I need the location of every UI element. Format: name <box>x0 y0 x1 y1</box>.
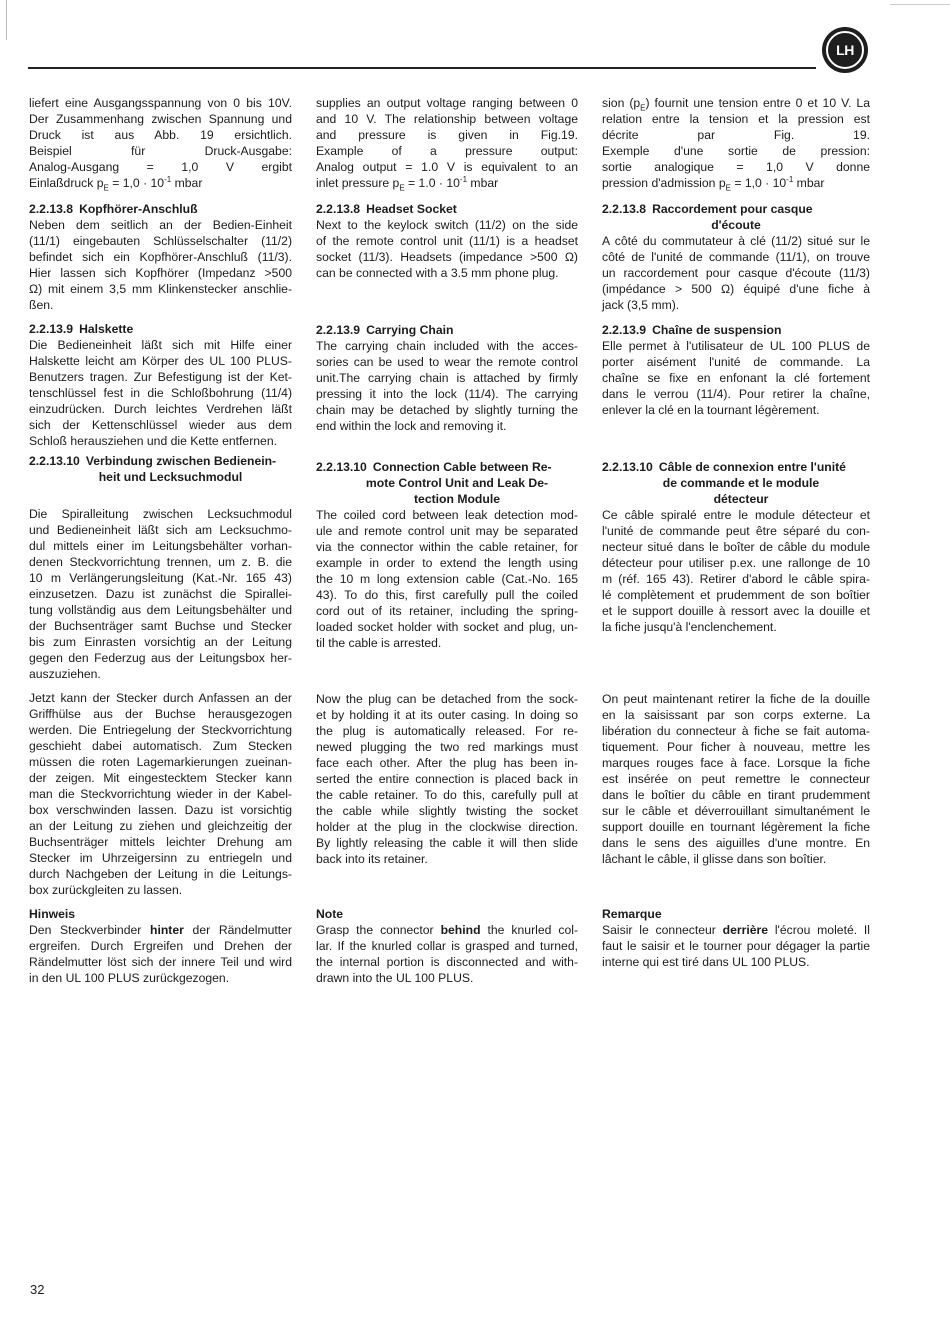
paragraph <box>316 691 578 867</box>
section-heading <box>602 322 870 338</box>
text-line: Analog-Ausgang = 1,0 V ergibt <box>29 160 292 174</box>
section-heading <box>602 201 870 233</box>
text-line: the internal portion is disconnected and with- <box>316 955 578 969</box>
heading-line <box>316 322 578 338</box>
text-line: Den Steckverbinder hinter der Rändelmutter <box>29 923 292 937</box>
text-line: supplies an output voltage ranging between 0 <box>316 96 578 110</box>
paragraph <box>602 507 870 635</box>
paragraph <box>602 233 870 313</box>
section-title: Chaîne de suspension <box>652 323 782 337</box>
section-number: 2.2.13.9 <box>316 323 361 337</box>
text-line: in den UL 100 PLUS zurückgezogen. <box>29 971 230 985</box>
text-line: sion $(p_E)$ fournit une tension entre 0 et 10 V. La <box>602 96 870 113</box>
text-line: til the cable is arrested. <box>316 636 442 650</box>
page-number: 32 <box>30 1282 45 1297</box>
text-line: marques rouges face à face. Lorsque la fiche <box>602 756 870 770</box>
text-line: chain may be detached by slightly turning the <box>316 403 578 417</box>
text-line: Ce câble spiralé entre le module détecteur et <box>602 508 870 522</box>
section-title: tection Module <box>414 492 500 506</box>
text-line: sortie analogique = 1,0 V donne <box>602 160 870 174</box>
text-line: Next to the keylock switch (11/2) on the side <box>316 218 578 232</box>
paragraph <box>316 338 578 434</box>
note-heading: Hinweis <box>29 907 76 921</box>
text-line: geschieht dabei automatisch. Zum Stecken <box>29 739 292 753</box>
section-number: 2.2.13.9 <box>29 322 74 336</box>
text-line: cord out of its retainer, including the spring- <box>316 604 578 618</box>
text-line: loaded socket holder with socket and plug, un- <box>316 620 578 634</box>
paragraph <box>29 506 292 682</box>
section-number: 2.2.13.8 <box>316 202 361 216</box>
section-number: 2.2.13.10 <box>29 454 80 468</box>
text-line: sories can be used to wear the remote control <box>316 355 578 369</box>
section-number: 2.2.13.8 <box>602 202 647 216</box>
text-line: jack (3,5 mm). <box>602 298 680 312</box>
text-line: chaîne se fixe en enfonant la clé fortement <box>602 371 870 385</box>
text-line: drawn into the UL 100 PLUS. <box>316 971 474 985</box>
text-line: Griffhülse aus der Buchse herausgezogen <box>29 707 292 721</box>
text-line: détecteur pour utiliser p.ex. une rallonge de 10 <box>602 556 870 570</box>
text-line: befindet sich ein Kopfhörer-Anschluß (11/3). <box>29 250 292 264</box>
paragraph <box>602 338 870 418</box>
heading-line <box>602 201 870 217</box>
section-title: Carrying Chain <box>366 323 454 337</box>
text-line: Die Bedieneinheit läßt sich mit Hilfe einer <box>29 338 292 352</box>
text-line: et le support douille à ressort avec la douille et <box>602 604 870 618</box>
text-line: Benutzers tragen. Zur Befestigung ist der Ket- <box>29 370 292 384</box>
heading-line <box>602 459 870 475</box>
paragraph <box>29 337 292 449</box>
text-line: einzusetzen. Dazu ist zunächst die Spirallei- <box>29 587 292 601</box>
text-line: the 10 m long extension cable (Cat.-No. 165 <box>316 572 578 586</box>
text-line: A côté du commutateur à clé (11/2) situé sur le <box>602 234 870 248</box>
heading-line <box>316 459 578 475</box>
heading-line <box>29 453 292 469</box>
logo-text: LH <box>836 42 854 58</box>
text-line: gegen den Federzug aus der Leitungsbox her- <box>29 651 292 665</box>
section-title: Kopfhörer-Anschluß <box>79 202 198 216</box>
heading-line <box>316 201 578 217</box>
text-line: Schloß herausziehen und die Kette entfernen. <box>29 434 277 448</box>
text-line: einzudrücken. Durch leichtes Verdrehen läßt <box>29 402 292 416</box>
section-number: 2.2.13.10 <box>602 460 653 474</box>
text-line: Example of a pressure output: <box>316 144 578 158</box>
text-line: the plug is automatically released. For re- <box>316 724 578 738</box>
text-line: Ω) mit einem 3,5 mm Klinkenstecker anschlie- <box>29 282 292 296</box>
text-line: Buchsenträger mittels leichter Drehung am <box>29 835 292 849</box>
text-line: inlet pressure $p_E = 1.0 \cdot 10^{-1}$ mbar <box>316 174 499 193</box>
text-line: Now the plug can be detached from the sock- <box>316 692 578 706</box>
text-line: the cable retainer. To do this, carefully pull at <box>316 788 578 802</box>
text-line: dans le boîtier du câble en tirant prudemment <box>602 788 870 802</box>
text-line: and 10 V. The relationship between voltage <box>316 112 578 126</box>
text-line: ßen. <box>29 298 54 312</box>
text-line: the cable while slightly twisting the socket <box>316 804 578 818</box>
text-line: 43). To do this, first carefully pull the coiled <box>316 588 578 602</box>
text-line: Der Zusammenhang zwischen Spannung und <box>29 112 292 126</box>
text-line: Einlaßdruck $p_E = 1,0 \cdot 10^{-1}$ mbar <box>29 174 203 193</box>
paragraph <box>316 507 578 651</box>
text-line: Neben dem seitlich an der Bedien-Einheit <box>29 218 292 232</box>
text-line: lâchant le câble, il glisse dans son boîtier. <box>602 852 827 866</box>
text-line: bis zum Einrasten vorsichtig an der Leitung <box>29 635 292 649</box>
text-line: côté de l'unité de commande (11/1), on trouve <box>602 250 870 264</box>
note-paragraph <box>29 922 292 986</box>
text-line: box verschwinden lassen. Dazu ist vorsichtig <box>29 803 292 817</box>
text-line: lé complètement et prudemment de son boîtier <box>602 588 870 602</box>
paragraph <box>602 691 870 867</box>
section-title: mote Control Unit and Leak De- <box>365 476 549 490</box>
intro-paragraph <box>316 95 578 191</box>
text-line: and pressure is given in Fig.19. <box>316 128 578 142</box>
note-paragraph <box>602 922 870 970</box>
text-line: interne qui est tiré dans UL 100 PLUS. <box>602 955 810 969</box>
heading-line <box>29 201 292 217</box>
text-line: m (réf. 165 43). Retirer d'abord le câble spira- <box>602 572 870 586</box>
section-title: heit und Lecksuchmodul <box>98 470 243 484</box>
section-heading <box>29 453 292 485</box>
paragraph <box>29 690 292 898</box>
text-line: Grasp the connector behind the knurled col- <box>316 923 579 937</box>
text-line: back into its retainer. <box>316 852 428 866</box>
paragraph <box>29 217 292 313</box>
text-line: can be connected with a 3.5 mm phone plug. <box>316 266 559 280</box>
text-line: pressing it into the lock (11/4). The carrying <box>316 387 578 401</box>
text-line: face each other. After the plug has been in- <box>316 756 578 770</box>
text-line: dans le verrou (11/4). Pour retirer la chaîne, <box>602 387 870 401</box>
text-line: Elle permet à l'utilisateur de UL 100 PLUS de <box>602 339 870 353</box>
text-line: an der Leitung zu ziehen und gleichzeitig der <box>29 819 292 833</box>
text-line: est insérée on peut remettre le connecteur <box>602 772 870 786</box>
text-line: faut le saisir et le tourner pour dégager la partie <box>602 939 870 953</box>
text-line: werden. Die Entriegelung der Steckvorrichtung <box>29 723 292 737</box>
text-line: Rändelmutter löst sich der innere Teil und wird <box>29 955 292 969</box>
section-heading <box>316 322 578 338</box>
text-line: ule and remote control unit may be separated <box>316 524 578 538</box>
text-line: serted the entire connection is placed back in <box>316 772 578 786</box>
scan-mark <box>6 0 7 40</box>
section-title: Halskette <box>79 322 134 336</box>
text-line: socket (11/3). Headsets (impedance >500 Ω) <box>316 250 578 264</box>
text-line: On peut maintenant retirer la fiche de la douille <box>602 692 870 706</box>
text-line: (impédance > 500 Ω) équipé d'une fiche à <box>602 282 870 296</box>
text-line: dans le sens des aiguilles d'une montre. En <box>602 836 870 850</box>
section-number: 2.2.13.8 <box>29 202 74 216</box>
text-line: Jetzt kann der Stecker durch Anfassen an der <box>29 691 292 705</box>
text-line: The coiled cord between leak detection mod- <box>316 508 578 522</box>
text-line: tung vollständig aus dem Leitungsbehälter und <box>29 603 292 617</box>
text-line: la fiche jusqu'à l'enclenchement. <box>602 620 777 634</box>
text-line: box zurückgleiten zu lassen. <box>29 883 183 897</box>
text-line: necteur situé dans le boîter de câble du module <box>602 540 870 554</box>
section-heading <box>29 201 292 217</box>
intro-paragraph <box>602 95 870 191</box>
intro-paragraph <box>29 95 292 191</box>
text-line: support douille en tournant légèrement la fiche <box>602 820 870 834</box>
text-line: (11/1) eingebauten Schlüsselschalter (11/2) <box>29 234 292 248</box>
text-line: relation entre la tension et la pression est <box>602 112 870 126</box>
header-rule <box>28 67 816 69</box>
text-line: holder at the plug in the clockwise direction. <box>316 820 578 834</box>
text-line: sich der Kettenschlüssel wieder aus dem <box>29 418 292 432</box>
lh-logo-icon <box>822 27 868 73</box>
text-line: Exemple d'une sortie de pression: <box>602 144 870 158</box>
text-line: der Buchsenträger samt Buchse und Stecker <box>29 619 292 633</box>
text-line: Die Spiralleitung zwischen Lecksuchmodul <box>29 507 292 521</box>
text-line: pression d'admission $p_E = 1,0 \cdot 10^{-1}$ mbar <box>602 174 825 193</box>
text-line: enlever la clé en la tournant légèrement. <box>602 403 820 417</box>
text-line: sur le câble et déverrouillant simultanément le <box>602 804 870 818</box>
text-line: un raccordement pour casque d'écoute (11/3) <box>602 266 870 280</box>
paragraph <box>316 217 578 281</box>
heading-line <box>29 321 292 337</box>
text-line: tenschlüssel fest in die Schloßbohrung (11/4) <box>29 386 292 400</box>
text-line: Halskette leicht am Körper des UL 100 PLUS- <box>29 354 292 368</box>
section-title: Headset Socket <box>366 202 457 216</box>
note-paragraph <box>316 922 578 986</box>
text-line: Stecker im Uhrzeigersinn zu entriegeln und <box>29 851 292 865</box>
section-heading <box>316 201 578 217</box>
text-line: müssen die roten Lagemarkierungen zueinan- <box>29 755 292 769</box>
section-number: 2.2.13.10 <box>316 460 367 474</box>
text-line: man die Steckvorrichtung wieder in der Kabel- <box>29 787 292 801</box>
section-heading <box>29 321 292 337</box>
section-title: Raccordement pour casque <box>652 202 813 216</box>
text-line: newed plugging the two red markings must <box>316 740 578 754</box>
section-title: Câble de connexion entre l'unité <box>658 460 846 474</box>
text-line: Druck ist aus Abb. 19 ersichtlich. <box>29 128 292 142</box>
section-title: de commande et le module <box>662 476 820 490</box>
text-line: et by holding it at its outer casing. In doing so <box>316 708 578 722</box>
text-line: der zeigen. Mit eingestecktem Stecker kann <box>29 771 292 785</box>
scan-mark <box>890 4 950 5</box>
text-line: lar. If the knurled collar is grasped and turned, <box>316 939 578 953</box>
text-line: porter aisément l'unité de commande. La <box>602 355 870 369</box>
section-title: Verbindung zwischen Bedienein- <box>85 454 277 468</box>
text-line: Analog output = 1.0 V is equivalent to an <box>316 160 578 174</box>
text-line: liefert eine Ausgangsspannung von 0 bis 10V. <box>29 96 292 110</box>
text-line: The carrying chain included with the acces- <box>316 339 578 353</box>
text-line: Saisir le connecteur derrière l'écrou moleté. Il <box>602 923 870 937</box>
section-title: d'écoute <box>711 218 761 232</box>
section-heading <box>602 459 870 507</box>
text-line: l'unité de commande peut être séparé du con- <box>602 524 870 538</box>
text-line: example in order to extend the length using <box>316 556 578 570</box>
section-heading <box>316 459 578 507</box>
note-heading: Note <box>316 907 344 921</box>
note-heading: Remarque <box>602 907 662 921</box>
text-line: Hier lassen sich Kopfhörer (Impedanz >500 <box>29 266 292 280</box>
text-line: décrite par Fig. 19. <box>602 128 870 142</box>
text-line: und Bedieneinheit läßt sich am Lecksuchmo- <box>29 523 292 537</box>
text-line: auszuziehen. <box>29 667 101 681</box>
text-line: durch Nachgeben der Leitung in die Leitungs- <box>29 867 292 881</box>
text-line: ergreifen. Durch Ergreifen und Drehen der <box>29 939 292 953</box>
text-line: libération du connecteur à fiche se fait automa- <box>602 724 870 738</box>
heading-line <box>602 322 870 338</box>
text-line: unit.The carrying chain is attached by firmly <box>316 371 578 385</box>
text-line: end within the lock and removing it. <box>316 419 507 433</box>
text-line: dul mittels einer im Leitungsbehälter vorhan- <box>29 539 292 553</box>
text-line: denen Steckvorrichtung trennen, um z. B. die <box>29 555 292 569</box>
section-title: Connection Cable between Re- <box>372 460 552 474</box>
text-line: Beispiel für Druck-Ausgabe: <box>29 144 292 158</box>
text-line: 10 m Verlängerungsleitung (Kat.-Nr. 165 43) <box>29 571 292 585</box>
text-line: tiquement. Pour ficher à nouveau, mettre les <box>602 740 870 754</box>
text-line: via the connector within the cable retainer, for <box>316 540 578 554</box>
text-line: By lightly releasing the cable it will then slide <box>316 836 578 850</box>
text-line: of the remote control unit (11/1) is a headset <box>316 234 578 248</box>
section-number: 2.2.13.9 <box>602 323 647 337</box>
section-title: détecteur <box>713 492 769 506</box>
text-line: en la saisissant par son corps externe. La <box>602 708 870 722</box>
